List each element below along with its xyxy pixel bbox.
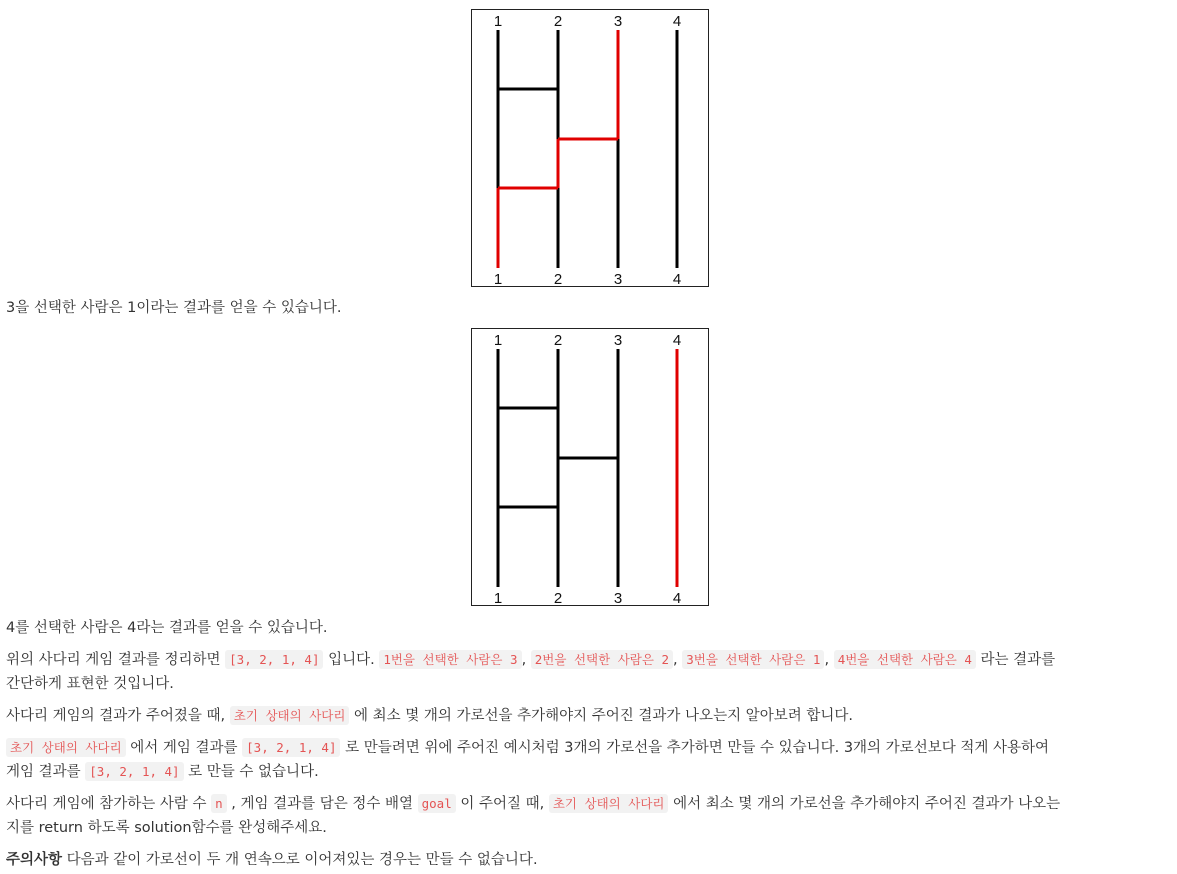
text-segment: 로 만들 수 없습니다. xyxy=(183,764,319,780)
code-result-array: [3, 2, 1, 4] xyxy=(242,738,340,757)
text-segment: 이 주어질 때, xyxy=(455,796,549,812)
caution-heading: 주의사항 xyxy=(6,852,63,868)
bottom-label-1: 1 xyxy=(493,590,503,605)
ladder-svg-1 xyxy=(472,10,708,286)
ladder-svg-2 xyxy=(472,329,708,605)
top-label-4: 4 xyxy=(672,332,682,349)
bottom-label-3: 3 xyxy=(613,590,623,605)
bottom-label-2: 2 xyxy=(553,271,563,286)
caption-2: 4를 선택한 사람은 4라는 결과를 얻을 수 있습니다. xyxy=(6,620,328,636)
bottom-label-3: 3 xyxy=(613,271,623,286)
text-segment: 다음과 같이 가로선이 두 개 연속으로 이어져있는 경우는 만들 수 없습니다. xyxy=(62,852,538,868)
paragraph-task-line2: 지를 return 하도록 solution함수를 완성해주세요. xyxy=(6,820,327,836)
paragraph-example xyxy=(6,736,1049,760)
bottom-label-1: 1 xyxy=(493,271,503,286)
caption-1: 3을 선택한 사람은 1이라는 결과를 얻을 수 있습니다. xyxy=(6,300,342,316)
paragraph-result-summary-line2: 간단하게 표현한 것입니다. xyxy=(6,676,174,692)
bottom-label-4: 4 xyxy=(672,271,682,286)
top-label-1: 1 xyxy=(493,332,503,349)
top-label-4: 4 xyxy=(672,13,682,30)
text-segment: 위의 사다리 게임 결과를 정리하면 xyxy=(6,652,226,668)
text-segment: , 게임 결과를 담은 정수 배열 xyxy=(226,796,418,812)
text-segment: 에 최소 몇 개의 가로선을 추가해야지 주어진 결과가 나오는지 알아보려 합니다. xyxy=(349,708,853,724)
code-person-1: 1번을 선택한 사람은 3 xyxy=(379,650,521,669)
code-initial-ladder: 초기 상태의 사다리 xyxy=(6,738,126,757)
ladder-diagram-2 xyxy=(471,328,709,606)
code-person-4: 4번을 선택한 사람은 4 xyxy=(834,650,976,669)
text-segment: 에서 게임 결과를 xyxy=(125,740,243,756)
top-label-3: 3 xyxy=(613,13,623,30)
code-n: n xyxy=(211,794,227,813)
code-result-array: [3, 2, 1, 4] xyxy=(225,650,323,669)
bottom-label-2: 2 xyxy=(553,590,563,605)
code-initial-ladder: 초기 상태의 사다리 xyxy=(549,794,669,813)
top-label-2: 2 xyxy=(553,13,563,30)
ladder-diagram-1 xyxy=(471,9,709,287)
bottom-label-4: 4 xyxy=(672,590,682,605)
top-label-1: 1 xyxy=(493,13,503,30)
text-segment: , xyxy=(673,652,683,668)
text-segment: 게임 결과를 xyxy=(6,764,86,780)
text-segment: 에서 최소 몇 개의 가로선을 추가해야지 주어진 결과가 나오는 xyxy=(668,796,1061,812)
text-segment: 로 만들려면 위에 주어진 예시처럼 3개의 가로선을 추가하면 만들 수 있습니다. 3개의 가로선보다 적게 사용하여 xyxy=(340,740,1049,756)
text-segment: , xyxy=(521,652,531,668)
code-person-3: 3번을 선택한 사람은 1 xyxy=(682,650,824,669)
paragraph-caution xyxy=(6,848,538,872)
text-segment: 사다리 게임에 참가하는 사람 수 xyxy=(6,796,212,812)
paragraph-goal xyxy=(6,704,853,728)
text-segment: 사다리 게임의 결과가 주어졌을 때, xyxy=(6,708,230,724)
paragraph-task xyxy=(6,792,1060,816)
text-segment: 입니다. xyxy=(323,652,380,668)
code-goal: goal xyxy=(418,794,456,813)
paragraph-example-line2 xyxy=(6,760,319,784)
code-result-array: [3, 2, 1, 4] xyxy=(85,762,183,781)
code-person-2: 2번을 선택한 사람은 2 xyxy=(531,650,673,669)
code-initial-ladder: 초기 상태의 사다리 xyxy=(230,706,350,725)
paragraph-result-summary xyxy=(6,648,1055,672)
text-segment: , xyxy=(824,652,834,668)
top-label-2: 2 xyxy=(553,332,563,349)
top-label-3: 3 xyxy=(613,332,623,349)
text-segment: 라는 결과를 xyxy=(975,652,1056,668)
